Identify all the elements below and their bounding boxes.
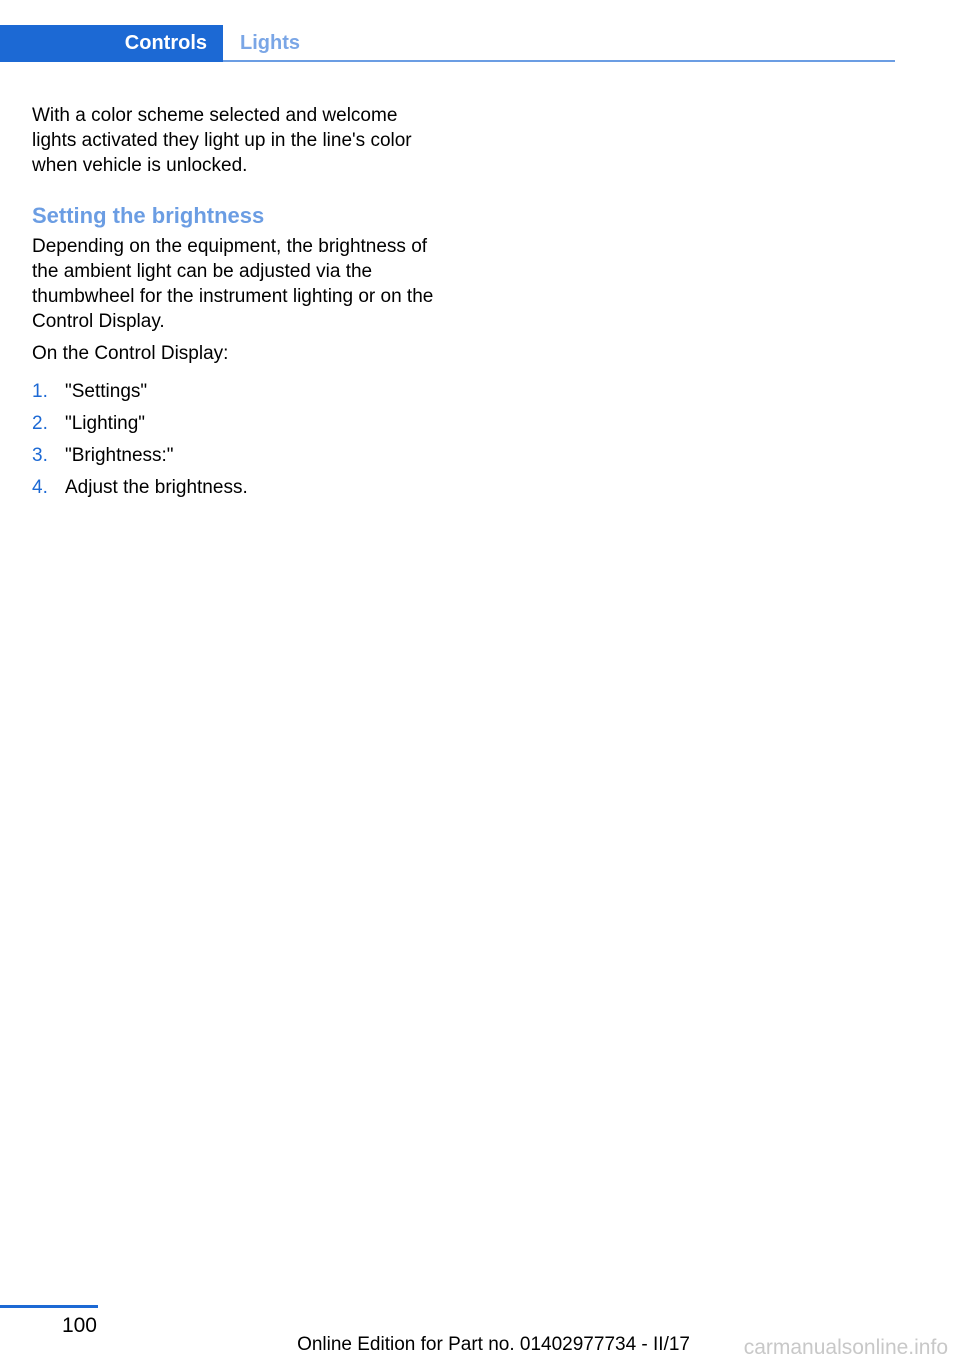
footer-divider [0, 1305, 98, 1308]
edition-text: Online Edition for Part no. 01402977734 - II/17 [297, 1334, 690, 1355]
step-text: Adjust the brightness. [65, 477, 248, 498]
watermark: carmanualsonline.info [743, 1336, 948, 1359]
list-item [32, 475, 442, 507]
page-number: 100 [61, 1314, 97, 1337]
section-heading: Setting the brightness [32, 203, 265, 228]
intro-paragraph: With a color scheme selected and welcome lights activated they light up in the line's color when vehicle is unlocked. [32, 105, 412, 176]
step-text: "Brightness:" [65, 445, 174, 466]
description-paragraph: Depending on the equipment, the brightness of the ambient light can be adjusted via the thumbwheel for the instrument lighting or on the Control Display. [32, 236, 434, 332]
step-number: 4. [32, 477, 48, 498]
header-divider [223, 60, 895, 62]
step-number: 3. [32, 445, 48, 466]
page-header [0, 25, 895, 62]
tab-controls[interactable]: Controls [0, 25, 223, 62]
tab-lights[interactable]: Lights [240, 32, 300, 54]
control-display-label: On the Control Display: [32, 343, 229, 364]
step-number: 2. [32, 413, 48, 434]
list-item [32, 443, 442, 475]
list-item [32, 379, 442, 411]
main-content [32, 103, 442, 507]
step-text: "Settings" [65, 381, 148, 402]
list-item [32, 411, 442, 443]
step-number: 1. [32, 381, 48, 402]
steps-list [32, 379, 442, 507]
step-text: "Lighting" [65, 413, 146, 434]
